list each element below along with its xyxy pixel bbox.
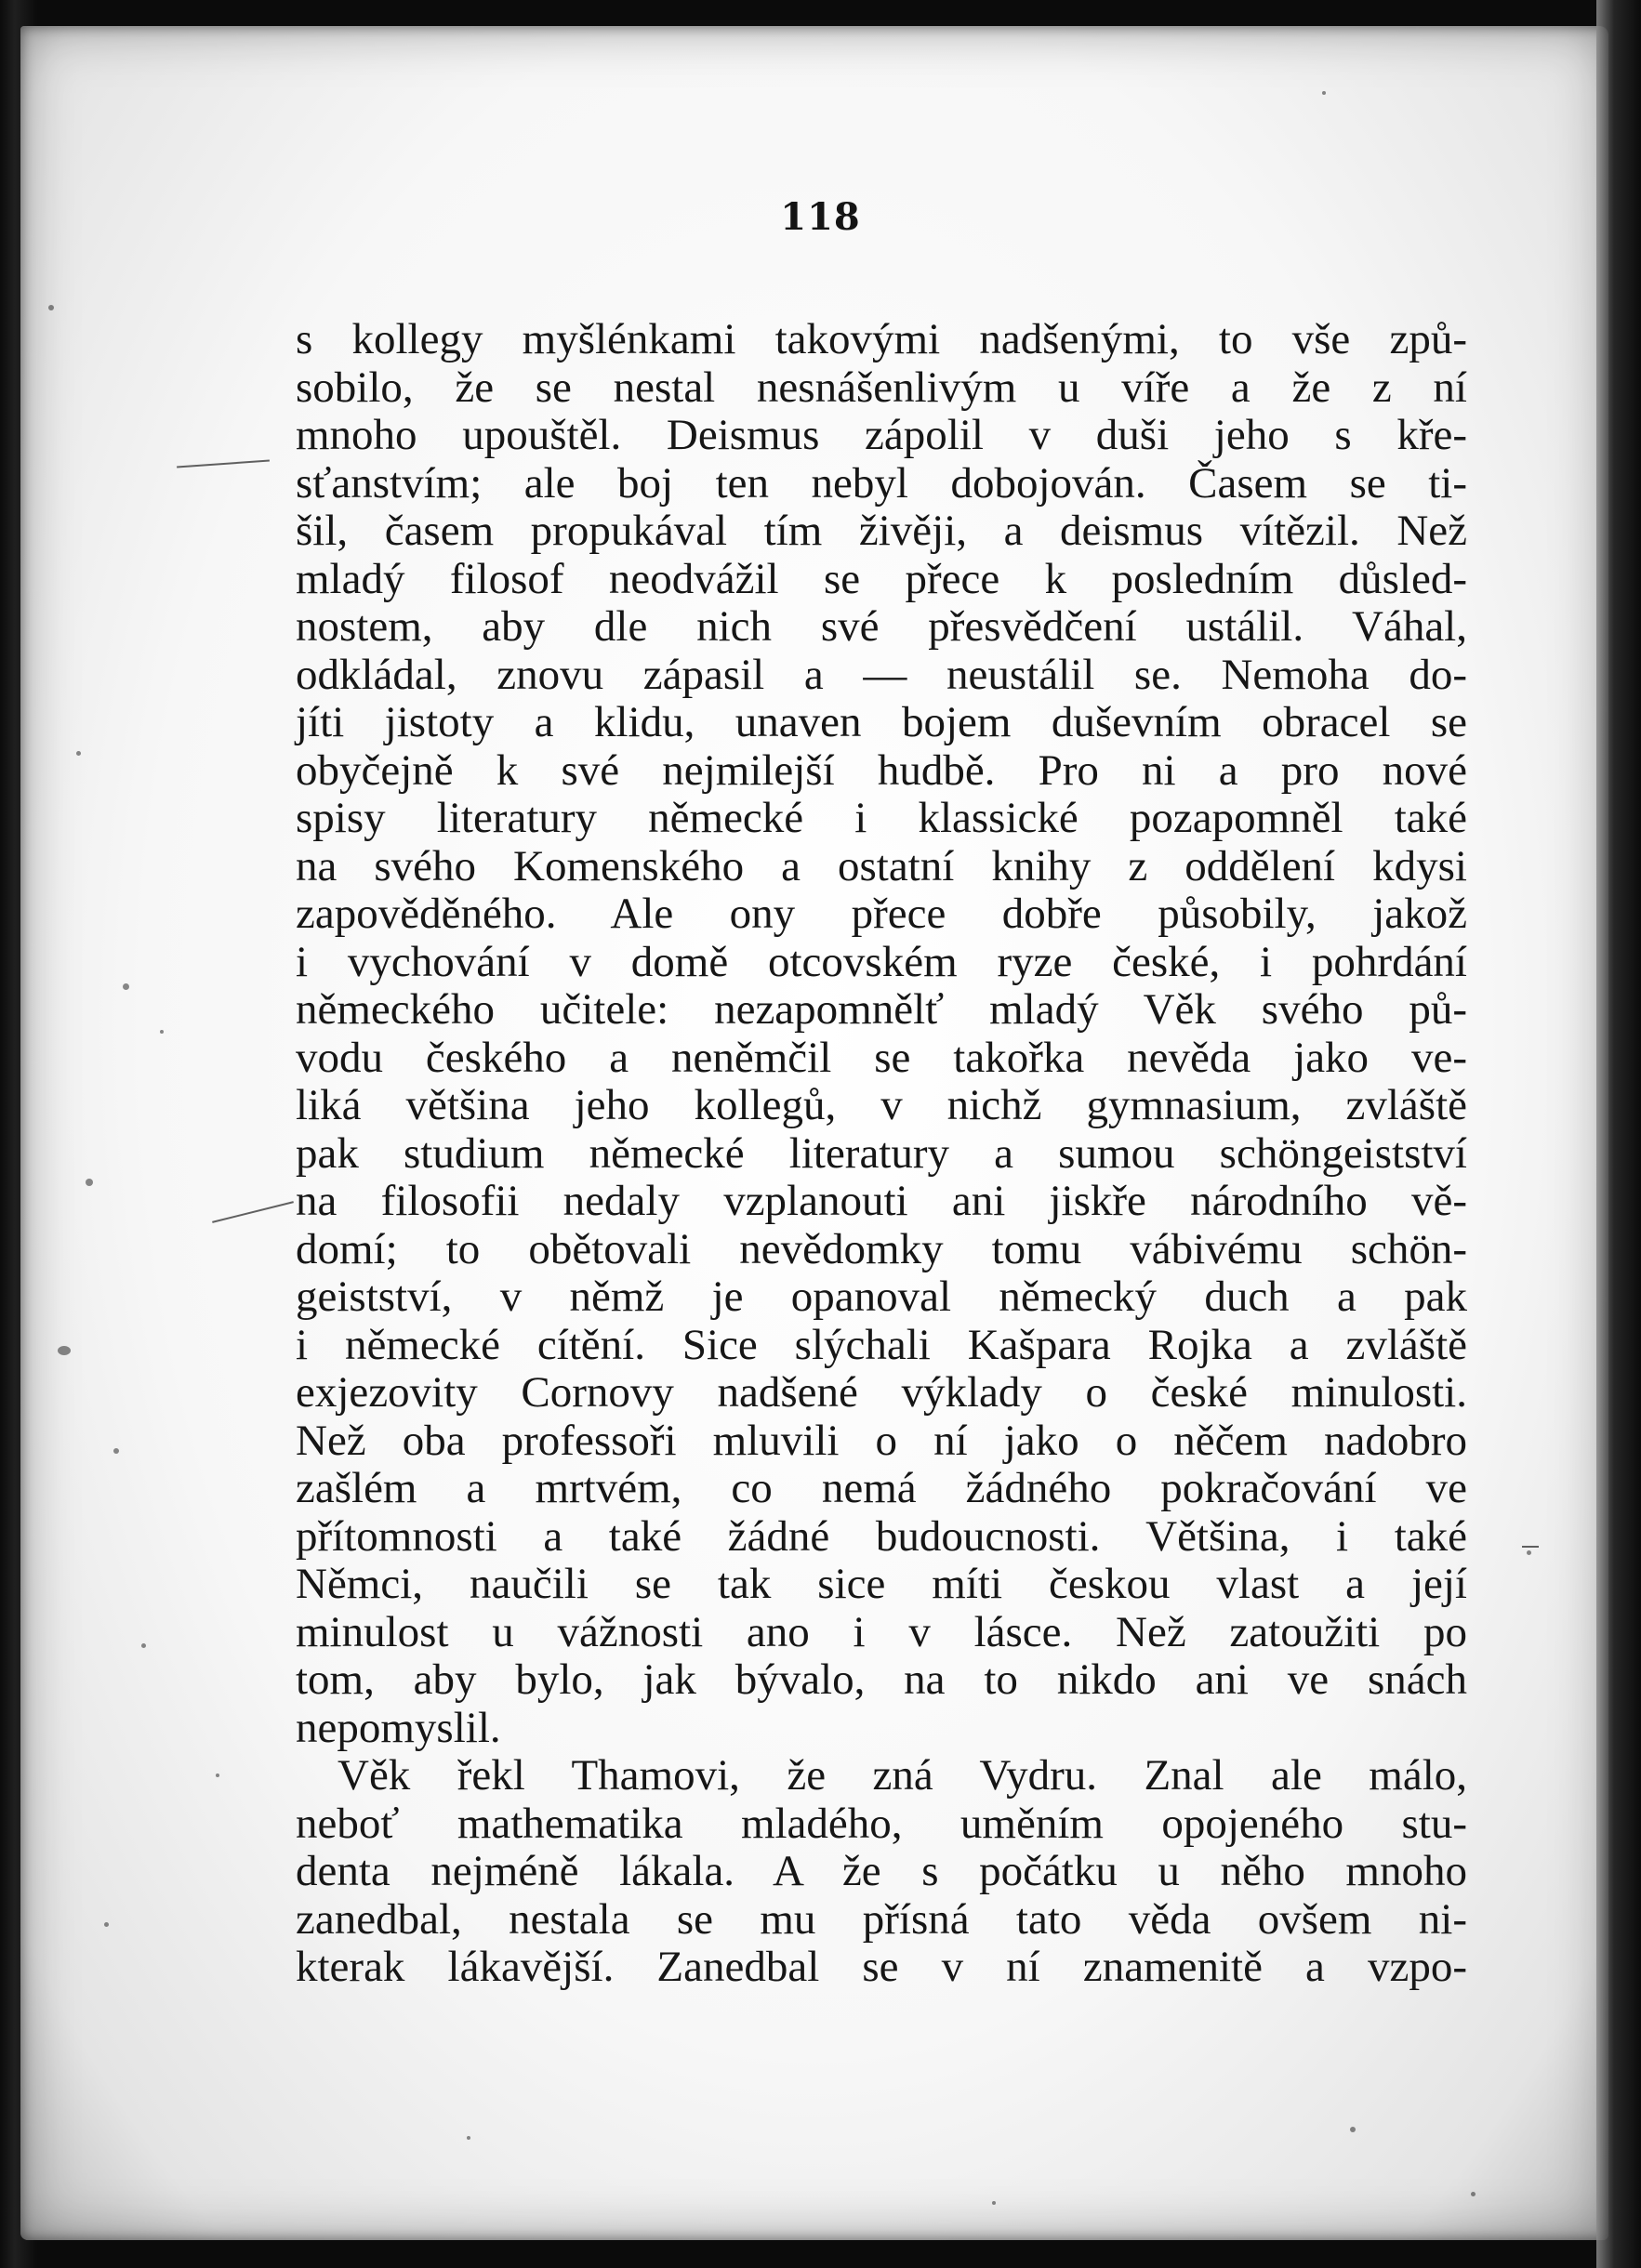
dust-speck: [1471, 2192, 1476, 2196]
body-text: [296, 316, 1467, 1992]
dust-speck: [216, 1774, 219, 1777]
text-line: sobilo, že se nestal nesnášenlivým u víře a že z ní: [296, 363, 1467, 412]
text-line: vodu českého a neněmčil se takořka nevěda jako ve-: [296, 1033, 1467, 1082]
text-line: Než oba professoři mluvili o ní jako o něčem nadobro: [296, 1416, 1467, 1465]
margin-pencil-mark: [177, 460, 270, 468]
dust-speck: [104, 1922, 109, 1927]
text-line: spisy literatury německé i klassické pozapomněl také: [296, 794, 1467, 842]
text-line: mnoho upouštěl. Deismus zápolil v duši jeho s kře-: [296, 411, 1467, 459]
dust-speck: [48, 305, 54, 310]
text-line: kterak lákavější. Zanedbal se v ní znamenitě a vzpo-: [296, 1943, 1467, 1991]
text-line: domí; to obětovali nevědomky tomu vábivému schön-: [296, 1224, 1467, 1273]
text-line: odkládal, znovu zápasil a — neustálil se. Nemoha do-: [296, 650, 1467, 699]
text-line: sťanstvím; ale boj ten nebyl dobojován. Časem se ti-: [296, 458, 1467, 508]
text-line: liká většina jeho kollegů, v nichž gymnasium, zvláště: [296, 1081, 1467, 1129]
dust-speck: [86, 1179, 93, 1186]
text-line: obyčejně k své nejmilejší hudbě. Pro ni a pro nové: [296, 745, 1467, 795]
text-line: zašlém a mrtvém, co nemá žádného pokračování ve: [296, 1464, 1467, 1512]
scan-right-edge: [1596, 0, 1641, 2268]
text-line: nostem, aby dle nich své přesvědčení ustálil. Váhal,: [296, 602, 1467, 651]
text-line: zanedbal, nestala se mu přísná tato věda ovšem ni-: [296, 1894, 1467, 1944]
dust-speck: [1527, 1550, 1531, 1555]
dust-speck: [113, 1448, 119, 1454]
page-number: 118: [780, 195, 861, 239]
dust-speck: [141, 1643, 146, 1648]
text-line: německého učitele: nezapomnělť mladý Věk svého pů-: [296, 985, 1467, 1034]
dust-speck: [1350, 2127, 1356, 2132]
dust-speck: [58, 1346, 71, 1355]
margin-pencil-mark: [1522, 1546, 1539, 1548]
text-line: denta nejméně lákala. A že s počátku u něho mnoho: [296, 1847, 1467, 1895]
text-line: mladý filosof neodvážil se přece k posledním důsled-: [296, 554, 1467, 603]
text-line: minulost u vážnosti ano i v lásce. Než zatoužiti po: [296, 1607, 1467, 1656]
text-line: geistství, v němž je opanoval německý duch a pak: [296, 1272, 1467, 1321]
text-line: na filosofii nedaly vzplanouti ani jiskře národního vě-: [296, 1177, 1467, 1225]
text-line: přítomnosti a také žádné budoucnosti. Většina, i také: [296, 1511, 1467, 1561]
dust-speck: [467, 2136, 470, 2140]
text-line: Němci, naučili se tak sice míti českou vlast a její: [296, 1560, 1467, 1608]
dust-speck: [160, 1030, 164, 1034]
dust-speck: [1322, 91, 1326, 95]
text-line: zapověděného. Ale ony přece dobře působily, jakož: [296, 890, 1467, 938]
text-line: neboť mathematika mladého, uměním opojeného stu-: [296, 1799, 1467, 1848]
text-line: jíti jistoty a klidu, unaven bojem duševním obracel se: [296, 698, 1467, 746]
text-line: exjezovity Cornovy nadšené výklady o české minulosti.: [296, 1368, 1467, 1417]
text-line: na svého Komenského a ostatní knihy z oddělení kdysi: [296, 841, 1467, 890]
text-line: šil, časem propukával tím živěji, a deismus vítězil. Než: [296, 507, 1467, 555]
text-line: nepomyslil.: [296, 1703, 501, 1752]
margin-pencil-mark: [212, 1201, 294, 1223]
text-line: pak studium německé literatury a sumou schöngeistství: [296, 1128, 1467, 1178]
dust-speck: [992, 2201, 996, 2205]
text-line: i vychování v domě otcovském ryze české, i pohrdání: [296, 937, 1467, 986]
text-line: i německé cítění. Sice slýchali Kašpara Rojka a zvláště: [296, 1320, 1467, 1369]
text-line: Věk řekl Thamovi, že zná Vydru. Znal ale málo,: [337, 1751, 1467, 1800]
dust-speck: [76, 751, 81, 756]
dust-speck: [123, 983, 129, 990]
text-line: s kollegy myšlénkami takovými nadšenými, to vše způ-: [296, 315, 1467, 363]
text-line: tom, aby bylo, jak bývalo, na to nikdo ani ve snách: [296, 1655, 1467, 1704]
